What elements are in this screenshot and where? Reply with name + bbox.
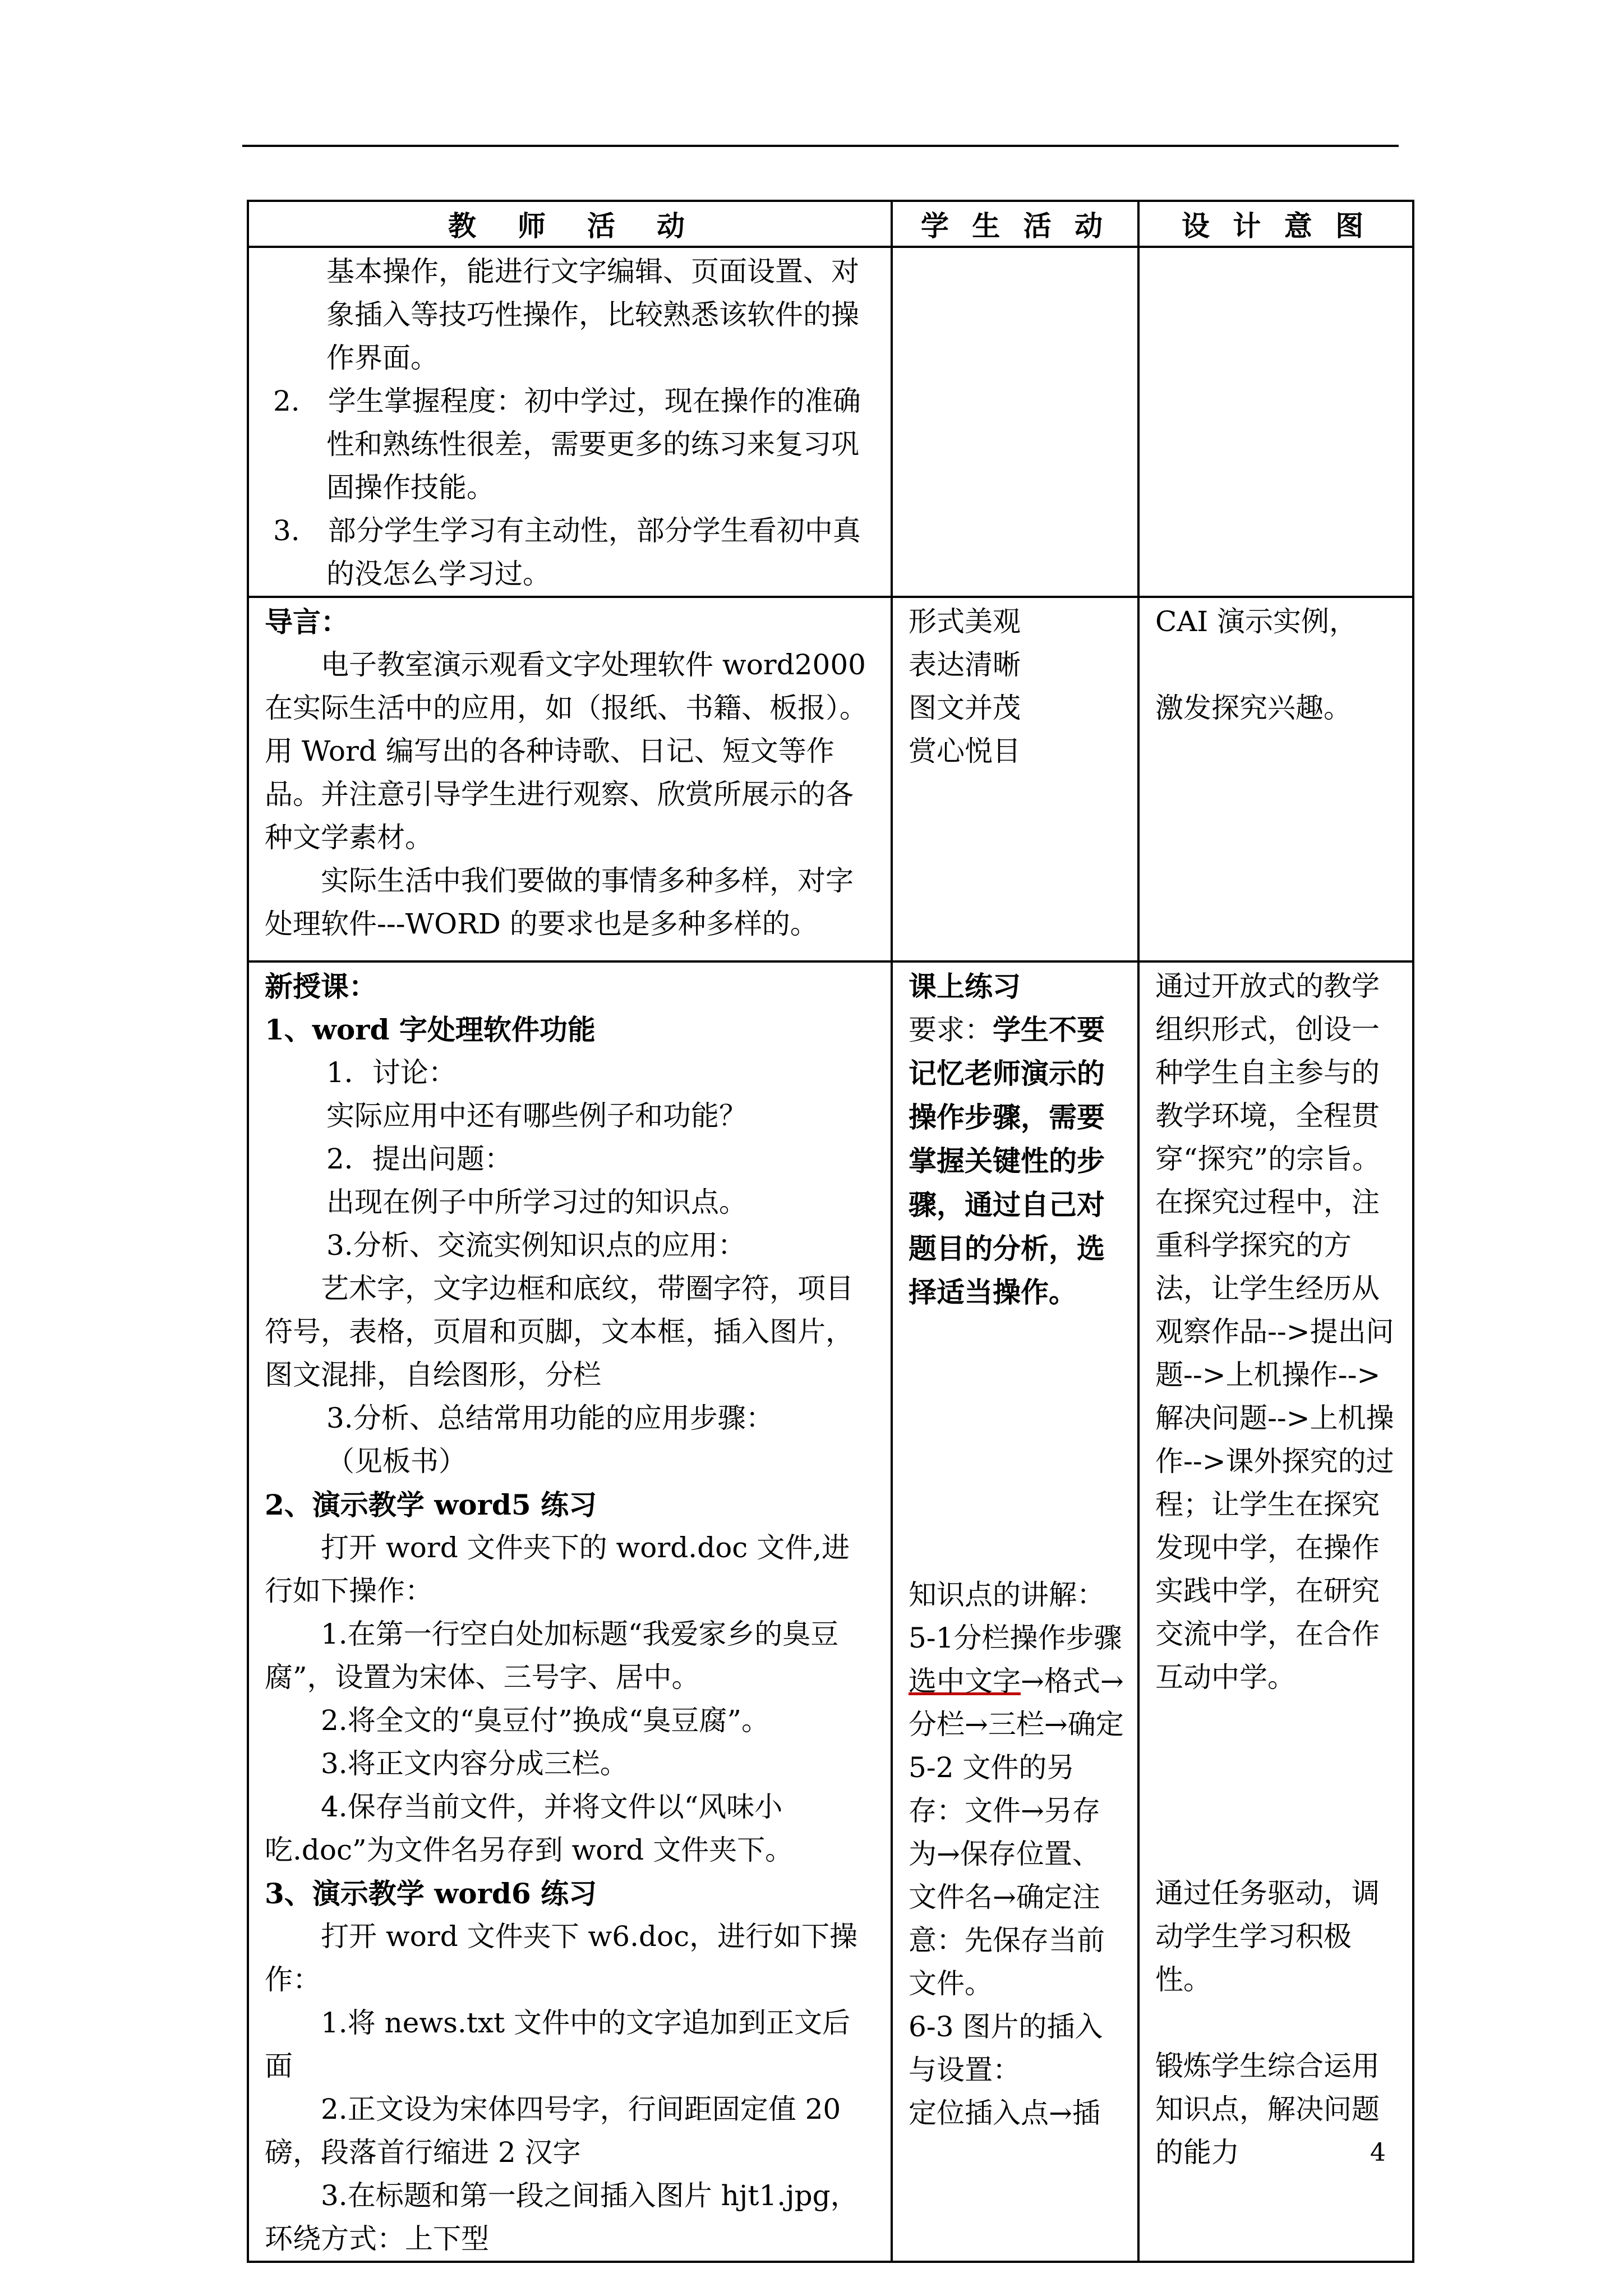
teacher-cell	[248, 247, 892, 597]
section-heading: 课上练习	[909, 970, 1021, 1003]
list-item: 3.将正文内容分成三栏。	[321, 1747, 628, 1780]
paragraph: 通过开放式的教学组织形式，创设一种学生自主参与的教学环境，全程贯穿“探究”的宗旨。在探究过程中，注重科学探究的方法，让学生经历从观察作品-->提出问题-->上机操作-->解决问题-->上机操作-->课外探究的过程；让学生在探究发现中学，在操作实践中学，在研究交流中学，在合作互动中学。	[1155, 970, 1394, 1694]
spacer	[909, 1401, 1127, 1444]
student-cell	[892, 961, 1138, 2262]
list-item: 2.将全文的“臭豆付”换成“臭豆腐”。	[321, 1704, 769, 1737]
list-item: 形式美观	[909, 605, 1021, 638]
list-item: 赏心悦目	[909, 735, 1021, 767]
section-heading: 新授课：	[265, 970, 377, 1003]
list-item: 3.分析、总结常用功能的应用步骤：	[326, 1402, 774, 1434]
design-cell	[1138, 597, 1413, 961]
header-teacher-activity: 教 师 活 动	[248, 201, 892, 247]
paragraph: 知识点的讲解：	[909, 1579, 1105, 1611]
list-item: 表达清晰	[909, 648, 1021, 681]
list-item: 3.在标题和第一段之间插入图片 hjt1.jpg，环绕方式：上下型	[265, 2179, 859, 2255]
spacer	[1155, 1786, 1402, 1829]
paragraph: 6-3 图片的插入与设置：	[909, 2010, 1103, 2086]
paragraph: 基本操作，能进行文字编辑、页面设置、对象插入等技巧性操作，比较熟悉该软件的操作界面。	[326, 255, 859, 374]
student-cell	[892, 247, 1138, 597]
list-item: 图文并茂	[909, 692, 1021, 724]
list-item: （见板书）	[326, 1445, 467, 1478]
table-row	[248, 961, 1413, 2262]
paragraph: 通过任务驱动，调动学生学习积极性。	[1155, 1877, 1380, 1996]
design-cell	[1138, 247, 1413, 597]
list-item: 3.分析、交流实例知识点的应用：	[326, 1229, 746, 1262]
spacer	[909, 1487, 1127, 1530]
spacer	[909, 1358, 1127, 1401]
paragraph: 5-2 文件的另存：文件→另存为→保存位置、文件名→确定注意：先保存当前文件。	[909, 1751, 1105, 2000]
list-item: 4.保存当前文件，并将文件以“风味小吃.doc”为文件名另存到 word 文件夹下。	[265, 1791, 794, 1866]
paragraph: 定位插入点→插	[909, 2097, 1100, 2129]
paragraph: 电子教室演示观看文字处理软件 word2000 在实际生活中的应用，如（报纸、书籍、板报）。用 Word 编写出的各种诗歌、日记、短文等作品。并注意引导学生进行观察、欣赏所展示的各种文学素材。	[265, 648, 875, 854]
header-student-activity: 学 生 活 动	[892, 201, 1138, 247]
table-header-row	[248, 201, 1413, 247]
spacer	[1155, 1829, 1402, 1872]
paragraph: 打开 word 文件夹下的 word.doc 文件,进行如下操作：	[265, 1531, 850, 1607]
paragraph: 实际生活中我们要做的事情多种多样，对字处理软件---WORD 的要求也是多种多样的。	[265, 864, 854, 940]
section-heading: 3、演示教学 word6 练习	[265, 1877, 597, 1910]
list-item: 实际应用中还有哪些例子和功能？	[326, 1099, 747, 1132]
section-heading: 1、word 字处理软件功能	[265, 1013, 596, 1046]
paragraph: 激发探究兴趣。	[1155, 692, 1352, 724]
list-item: 2．提出问题：	[326, 1143, 513, 1175]
section-heading: 2、演示教学 word5 练习	[265, 1488, 597, 1521]
list-item: 出现在例子中所学习过的知识点。	[326, 1186, 747, 1218]
requirement-label: 要求：	[909, 1014, 993, 1046]
table-row	[248, 597, 1413, 961]
page-number: 4	[1370, 2138, 1386, 2167]
spacer	[1155, 2001, 1402, 2045]
spacer	[909, 1530, 1127, 1573]
teacher-cell	[248, 597, 892, 961]
list-item: 1.在第一行空白处加标题“我爱家乡的臭豆腐”，设置为宋体、三号字、居中。	[265, 1618, 839, 1694]
lesson-plan-table	[247, 200, 1414, 2263]
requirement-text	[909, 1008, 1127, 1314]
spacer	[1155, 643, 1402, 687]
spacer	[909, 1314, 1127, 1358]
spacer	[1155, 1742, 1402, 1786]
spacer	[909, 1444, 1127, 1487]
requirement-body: 学生不要记忆老师演示的操作步骤，需要掌握关键性的步骤，通过自己对题目的分析，选择适当操作。	[909, 1013, 1105, 1309]
list-item: 艺术字，文字边框和底纹，带圈字符，项目符号，表格，页眉和页脚，文本框，插入图片，图文混排，自绘图形，分栏	[265, 1272, 854, 1391]
paragraph-rest: →格式→分栏→三栏→确定	[909, 1665, 1124, 1741]
header-design-intent: 设 计 意 图	[1138, 201, 1413, 247]
list-item: 1.将 news.txt 文件中的文字追加到正文后面	[265, 2007, 851, 2082]
list-item: 2.正文设为宋体四号字，行间距固定值 20 磅，段落首行缩进 2 汉字	[265, 2093, 850, 2169]
paragraph	[909, 1660, 1127, 1746]
teacher-cell	[248, 961, 892, 2262]
design-cell	[1138, 961, 1413, 2262]
list-item: 3. 部分学生学习有主动性，部分学生看初中真的没怎么学习过。	[273, 514, 861, 590]
header-rule	[242, 145, 1399, 147]
underlined-text: 选中文字	[909, 1665, 1021, 1697]
paragraph: 锻炼学生综合运用知识点，解决问题的能力	[1155, 2050, 1380, 2169]
paragraph: 打开 word 文件夹下 w6.doc，进行如下操作：	[265, 1920, 858, 1996]
paragraph: CAI 演示实例，	[1155, 605, 1358, 638]
list-item: 1．讨论：	[326, 1056, 457, 1089]
spacer	[1155, 1699, 1402, 1742]
paragraph: 5-1分栏操作步骤	[909, 1622, 1122, 1654]
table-row	[248, 247, 1413, 597]
student-cell	[892, 597, 1138, 961]
list-item: 2. 学生掌握程度：初中学过，现在操作的准确性和熟练性很差，需要更多的练习来复习巩固操作技能。	[273, 385, 861, 504]
section-heading: 导言：	[265, 605, 349, 638]
